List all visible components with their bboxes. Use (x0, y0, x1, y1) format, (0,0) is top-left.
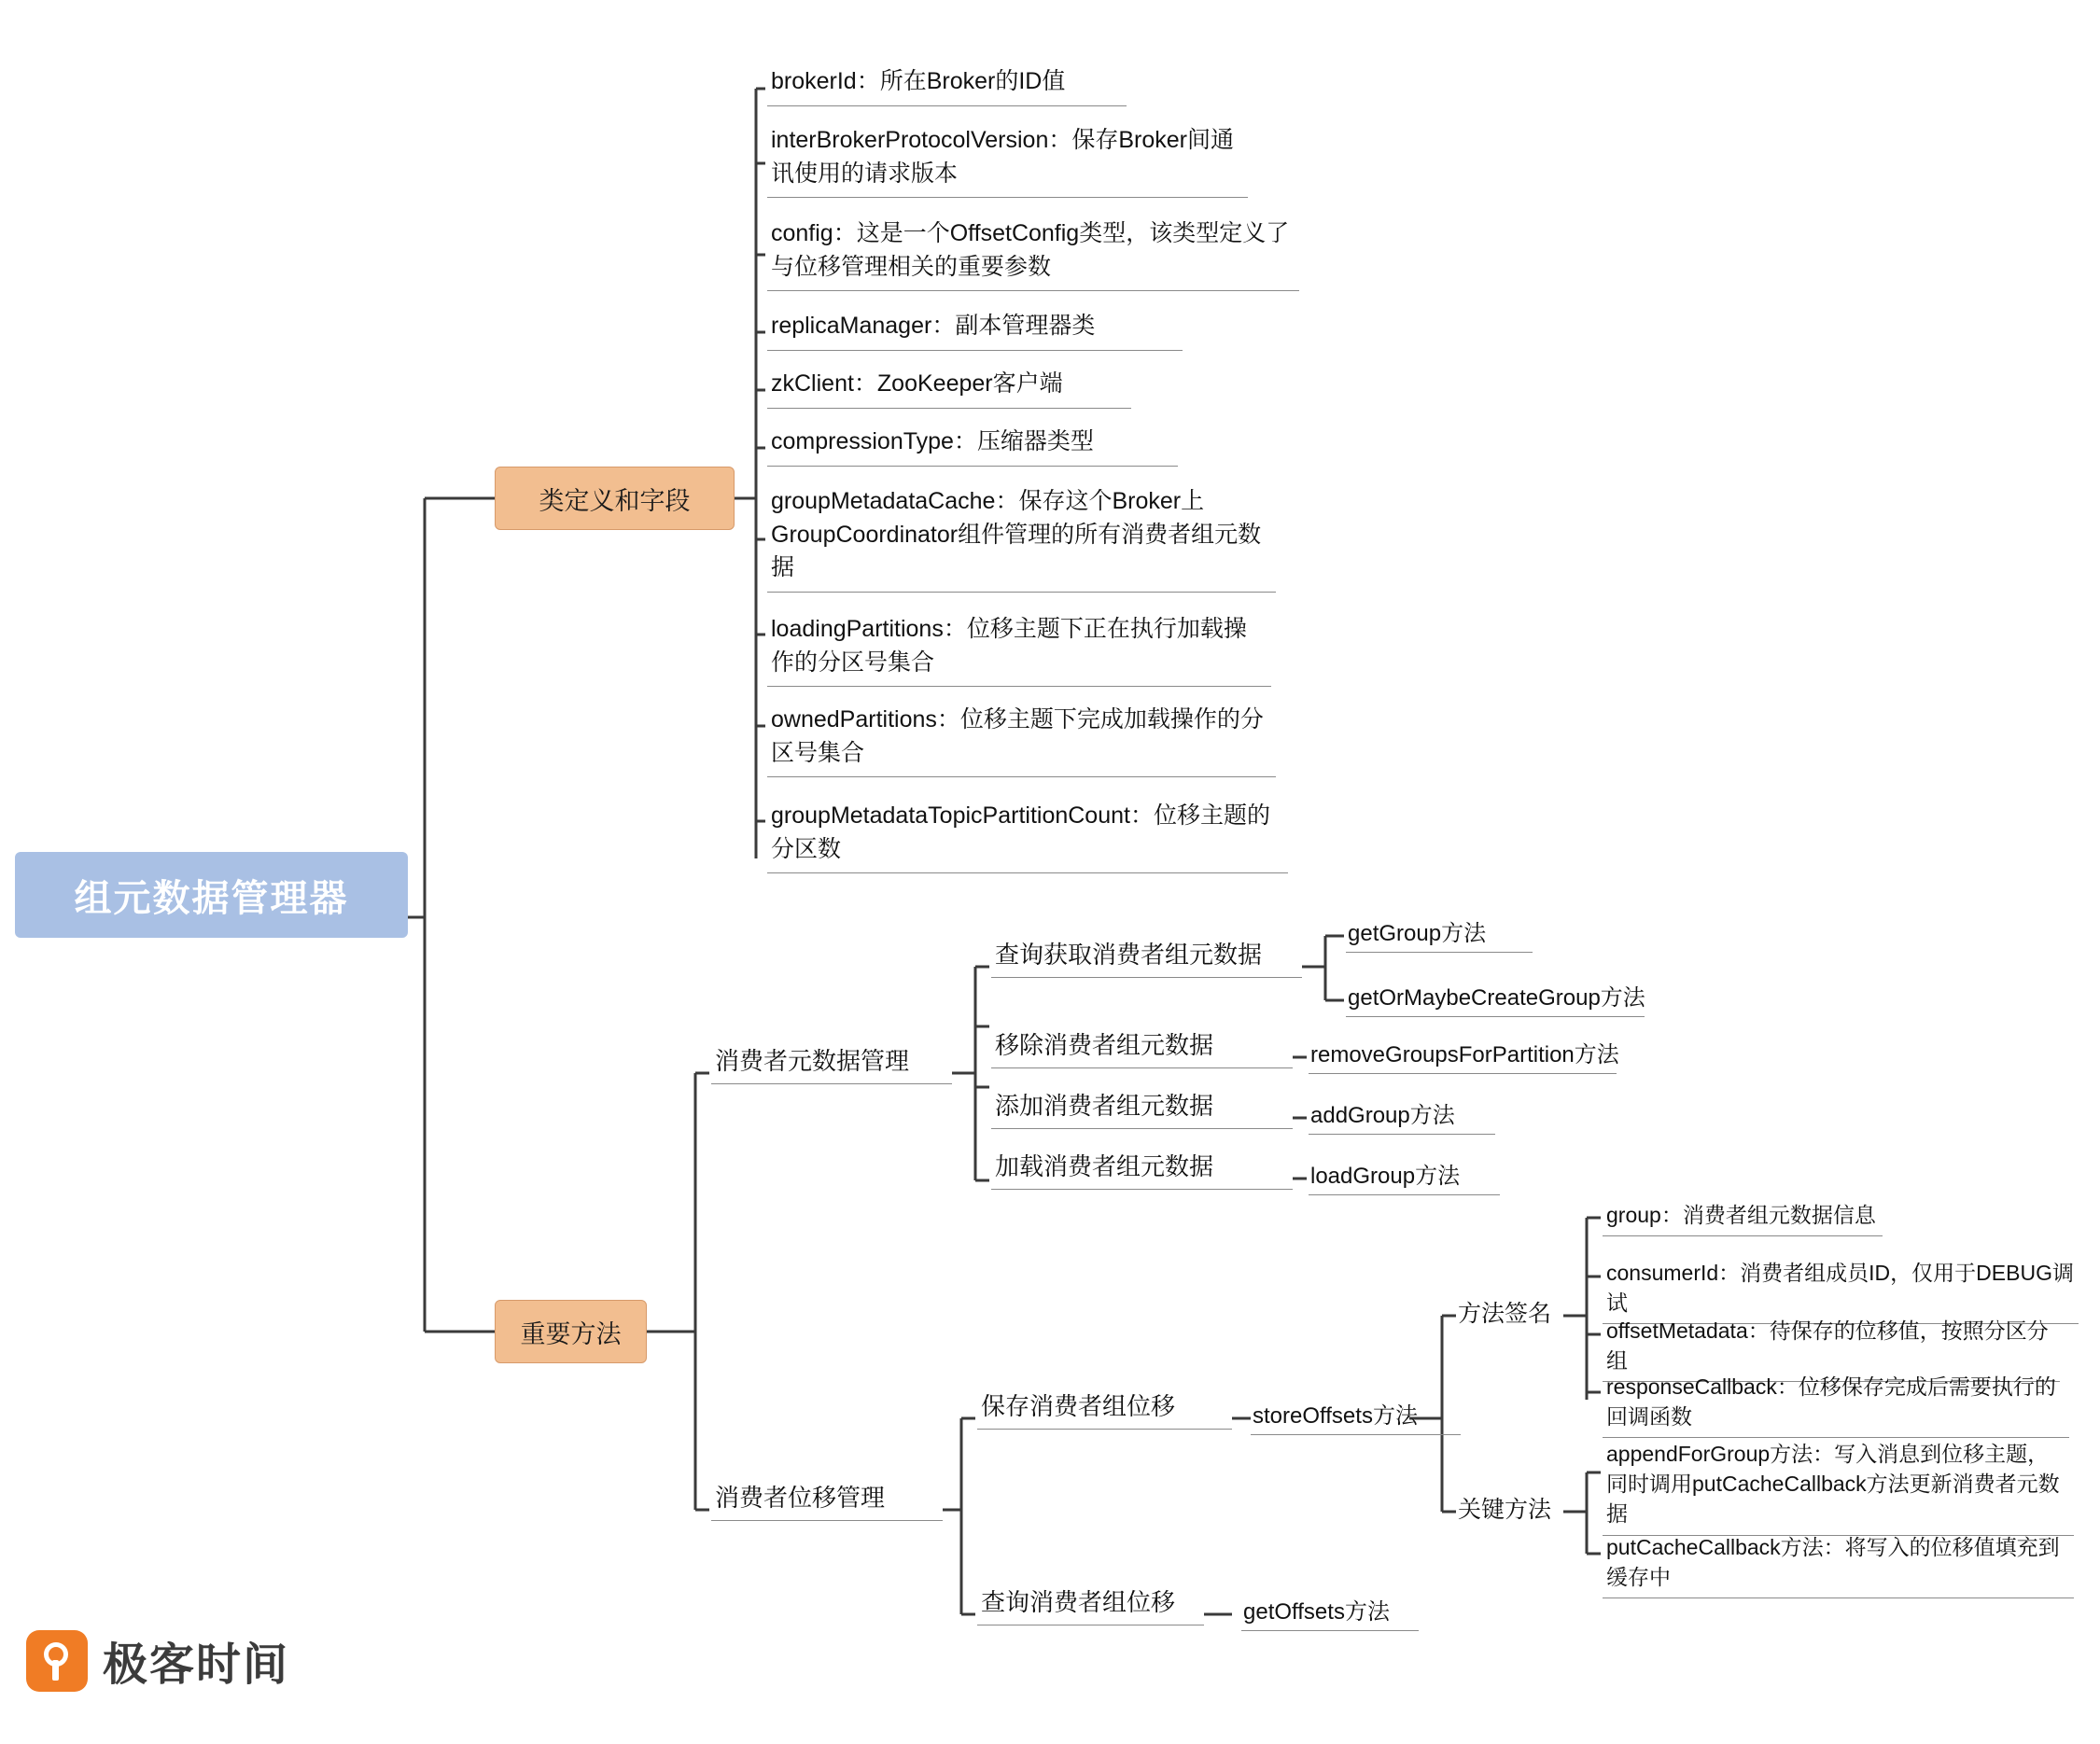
method-getGroup (1346, 913, 1533, 953)
branch-class-fields[interactable] (495, 467, 735, 530)
field-compressionType (767, 424, 1178, 467)
offset-mgmt-text: 消费者位移管理 (715, 1484, 886, 1512)
field-replicaManager (767, 308, 1183, 351)
branch-key-methods-label: 重要方法 (520, 1319, 622, 1348)
field-config-text: config：这是一个OffsetConfig类型，该类型定义了与位移管理相关的重要参数 (771, 220, 1290, 280)
method-storeOffsets (1251, 1395, 1461, 1435)
field-groupMetadataCache-text: groupMetadataCache：保存这个Broker上GroupCoordinator组件管理的所有消费者组元数据 (771, 488, 1262, 580)
field-zkClient-text: zkClient：ZooKeeper客户端 (771, 370, 1063, 397)
item-remove-group-metadata (991, 1027, 1293, 1068)
field-brokerId (767, 63, 1127, 106)
geekbang-logo-icon (26, 1630, 88, 1692)
field-interBrokerProtocolVersion-text: interBrokerProtocolVersion：保存Broker间通讯使用的请求版本 (771, 127, 1234, 187)
method-getGroup-text: getGroup方法 (1348, 921, 1487, 946)
method-putCacheCallback-text: putCacheCallback方法：将写入的位移值填充到缓存中 (1606, 1535, 2060, 1590)
param-group-text: group：消费者组元数据信息 (1606, 1203, 1876, 1227)
method-storeOffsets-text: storeOffsets方法 (1253, 1403, 1418, 1429)
field-groupMetadataCache (767, 483, 1276, 593)
method-appendForGroup (1603, 1437, 2074, 1536)
field-ownedPartitions (767, 702, 1276, 777)
item-add-group-metadata (991, 1088, 1293, 1129)
branch-key-methods[interactable] (495, 1300, 647, 1363)
param-group (1603, 1198, 1883, 1236)
item-store-offsets-text: 保存消费者组位移 (981, 1392, 1176, 1420)
item-get-offsets-text: 查询消费者组位移 (981, 1588, 1176, 1616)
offset-mgmt-label (711, 1480, 943, 1521)
method-loadGroup-text: loadGroup方法 (1310, 1164, 1461, 1189)
item-query-group-metadata (991, 937, 1302, 978)
item-add-group-metadata-text: 添加消费者组元数据 (995, 1092, 1214, 1120)
field-replicaManager-text: replicaManager：副本管理器类 (771, 313, 1096, 339)
geekbang-wordmark: 极客时间 (103, 1640, 290, 1690)
method-addGroup-text: addGroup方法 (1310, 1103, 1455, 1128)
field-loadingPartitions (767, 611, 1271, 687)
method-getOffsets-text: getOffsets方法 (1243, 1599, 1390, 1625)
geekbang-logo (26, 1628, 289, 1693)
field-interBrokerProtocolVersion (767, 122, 1248, 198)
param-offsetMetadata-text: offsetMetadata：待保存的位移值，按照分区分组 (1606, 1318, 2049, 1374)
method-getOrMaybeCreateGroup (1346, 977, 1645, 1017)
detail-key-methods-label (1458, 1491, 1579, 1525)
field-loadingPartitions-text: loadingPartitions：位移主题下正在执行加载操作的分区号集合 (771, 616, 1247, 676)
field-compressionType-text: compressionType：压缩器类型 (771, 428, 1094, 454)
item-load-group-metadata (991, 1149, 1293, 1190)
param-responseCallback (1603, 1370, 2069, 1438)
method-addGroup (1309, 1095, 1495, 1135)
field-brokerId-text: brokerId：所在Broker的ID值 (771, 68, 1066, 94)
field-zkClient (767, 366, 1131, 409)
detail-signature-label (1458, 1295, 1579, 1329)
field-groupMetadataTopicPartitionCount-text: groupMetadataTopicPartitionCount：位移主题的分区数 (771, 802, 1270, 862)
param-consumerId-text: consumerId：消费者组成员ID，仅用于DEBUG调试 (1606, 1261, 2074, 1316)
method-loadGroup (1309, 1155, 1500, 1195)
item-remove-group-metadata-text: 移除消费者组元数据 (995, 1031, 1214, 1059)
item-query-group-metadata-text: 查询获取消费者组元数据 (995, 941, 1263, 969)
group-metadata-mgmt-label (711, 1043, 952, 1084)
branch-class-fields-label: 类定义和字段 (539, 486, 691, 515)
method-putCacheCallback (1603, 1530, 2074, 1598)
item-get-offsets (977, 1584, 1204, 1625)
method-removeGroupsForPartition-text: removeGroupsForPartition方法 (1310, 1042, 1619, 1067)
detail-key-methods-text: 关键方法 (1458, 1497, 1552, 1523)
root-node[interactable] (15, 852, 408, 938)
detail-signature-text: 方法签名 (1458, 1301, 1552, 1327)
method-getOrMaybeCreateGroup-text: getOrMaybeCreateGroup方法 (1348, 985, 1645, 1011)
method-removeGroupsForPartition (1309, 1034, 1617, 1074)
group-metadata-mgmt-text: 消费者元数据管理 (715, 1047, 910, 1075)
field-groupMetadataTopicPartitionCount (767, 798, 1288, 873)
item-load-group-metadata-text: 加载消费者组元数据 (995, 1152, 1214, 1180)
method-getOffsets (1241, 1591, 1419, 1631)
method-appendForGroup-text: appendForGroup方法：写入消息到位移主题，同时调用putCacheCallback方法更新消费者元数据 (1606, 1442, 2060, 1527)
item-store-offsets (977, 1388, 1232, 1430)
field-ownedPartitions-text: ownedPartitions：位移主题下完成加载操作的分区号集合 (771, 706, 1264, 766)
param-responseCallback-text: responseCallback：位移保存完成后需要执行的回调函数 (1606, 1374, 2056, 1430)
field-config (767, 216, 1299, 291)
root-label: 组元数据管理器 (74, 877, 349, 919)
